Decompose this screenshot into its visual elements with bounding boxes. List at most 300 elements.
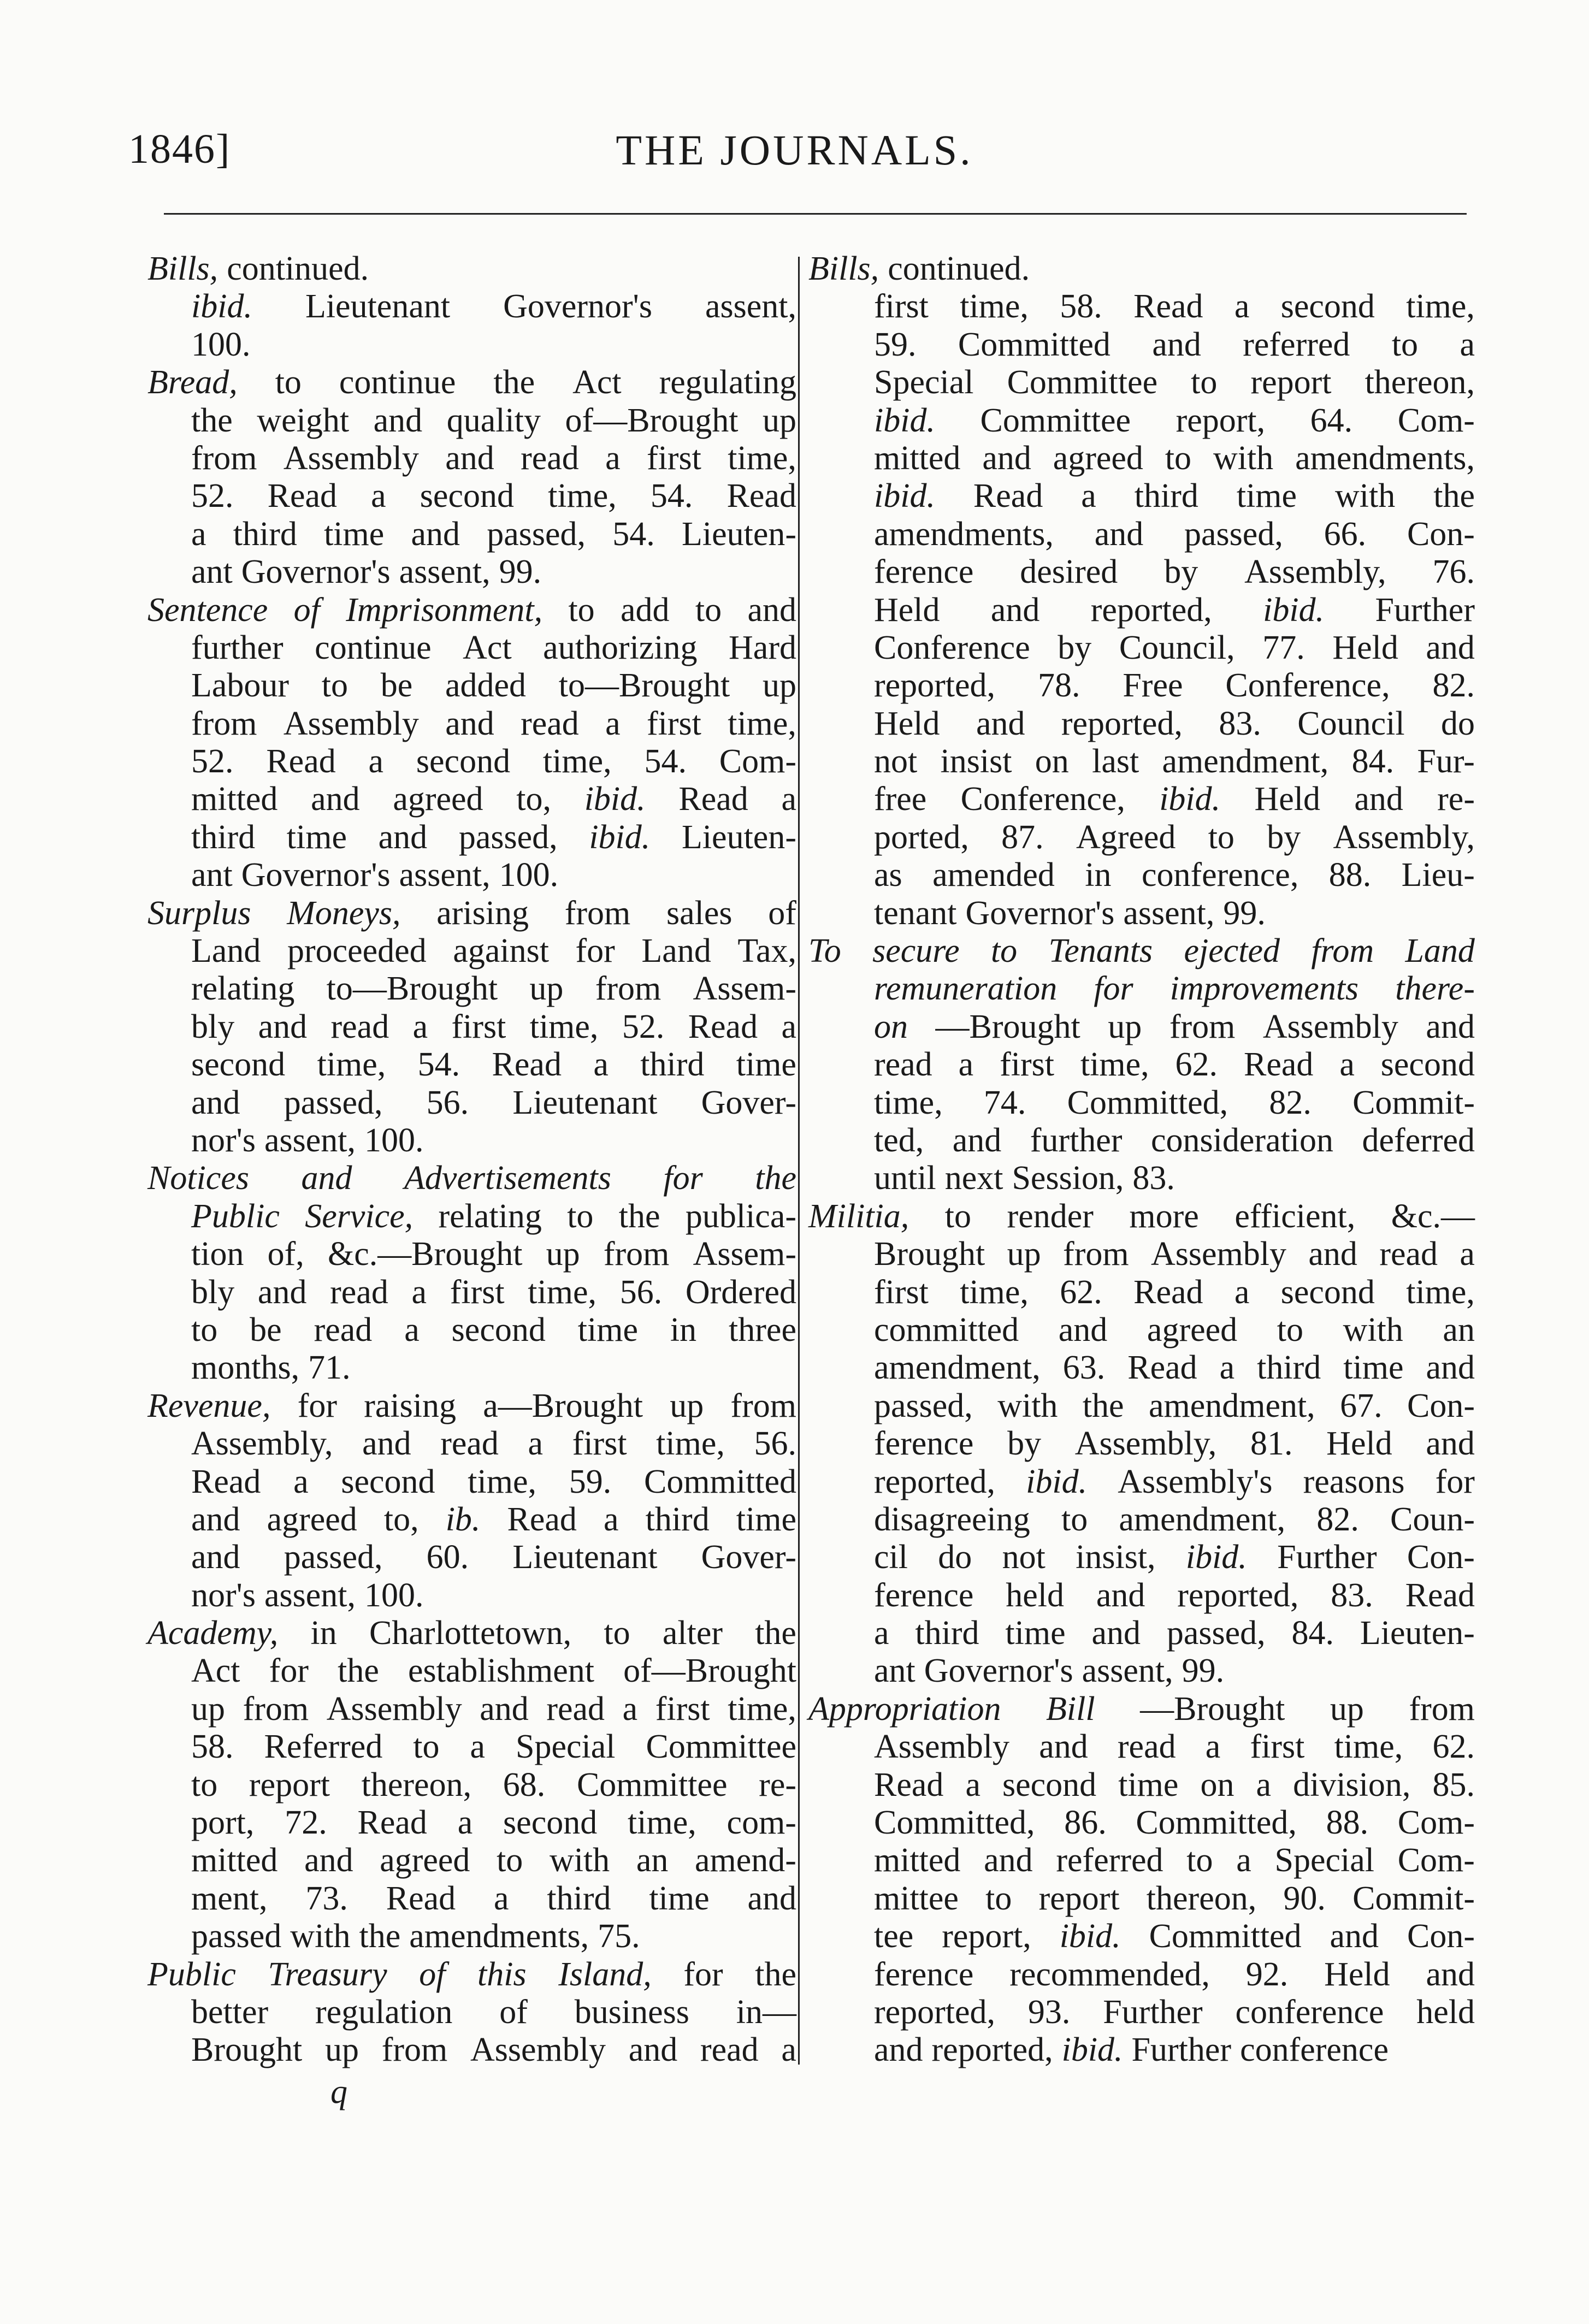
text-line xyxy=(808,1311,1475,1349)
word: first xyxy=(647,705,701,742)
word: and xyxy=(984,1842,1033,1879)
word: up xyxy=(1007,1235,1041,1273)
word: until xyxy=(874,1160,936,1197)
text-line xyxy=(147,1349,796,1387)
word: to xyxy=(275,364,302,401)
text-line xyxy=(147,1918,796,1955)
word: the xyxy=(755,1615,796,1652)
word: ference xyxy=(874,1576,974,1614)
word: up xyxy=(546,1235,580,1273)
word: Brought xyxy=(191,2031,303,2069)
text-line xyxy=(147,2031,796,2069)
word: a xyxy=(368,743,384,780)
word: report, xyxy=(1175,401,1266,439)
word: continued. xyxy=(888,250,1030,287)
word: nor's xyxy=(191,1576,256,1614)
word: read xyxy=(330,1273,388,1311)
word: to xyxy=(1061,1500,1088,1538)
word: and xyxy=(311,780,360,818)
word: third xyxy=(645,1500,710,1538)
text-line xyxy=(808,326,1475,364)
word: Held xyxy=(874,705,940,742)
word: Gover- xyxy=(701,1539,796,1576)
word: a xyxy=(781,2031,796,2069)
word: time, xyxy=(317,1046,386,1084)
text-line xyxy=(808,1615,1475,1652)
word: 93. xyxy=(1027,1993,1071,2031)
word: recommended, xyxy=(1009,1955,1210,1993)
word: and xyxy=(628,2031,678,2069)
word: thereon, xyxy=(1364,364,1475,401)
word: to xyxy=(985,1879,1012,1917)
word: ment, xyxy=(191,1879,268,1917)
word: and xyxy=(1039,1728,1088,1766)
word: of xyxy=(419,1955,446,1993)
word: time, xyxy=(960,288,1029,326)
word: second xyxy=(451,1311,546,1349)
text-line xyxy=(147,705,796,743)
word: Imprisonment, xyxy=(346,591,543,629)
word: time, xyxy=(529,1008,599,1045)
word: Com- xyxy=(719,743,796,780)
word: a xyxy=(1219,1349,1235,1387)
word: 99. xyxy=(1182,1652,1225,1690)
word: Assembly xyxy=(470,2031,606,2069)
word: amendment, xyxy=(1119,1500,1286,1538)
word: to xyxy=(567,1197,594,1235)
word: time, xyxy=(960,1273,1029,1311)
word: ibid. xyxy=(1263,591,1325,629)
word: Read xyxy=(678,780,748,818)
word: time, xyxy=(728,1690,796,1728)
word: ibid. xyxy=(874,401,935,439)
word: agreed xyxy=(1147,1311,1238,1349)
word: passed, xyxy=(874,1387,973,1424)
word: a xyxy=(1081,477,1096,515)
word: a xyxy=(1256,1766,1272,1803)
word: time, xyxy=(874,1084,943,1121)
word: and xyxy=(191,1084,240,1121)
word: ejected xyxy=(1184,932,1280,970)
word: and xyxy=(982,439,1031,477)
word: —Brought xyxy=(935,1008,1080,1045)
word: Governor's xyxy=(965,894,1115,932)
text-line xyxy=(808,1387,1475,1425)
word: insist, xyxy=(1076,1539,1156,1576)
text-line xyxy=(147,516,796,553)
word: reported, xyxy=(874,1463,996,1500)
word: and xyxy=(1308,1235,1357,1273)
word: 75. xyxy=(598,1918,640,1955)
word: to, xyxy=(516,780,551,818)
word: com- xyxy=(726,1804,796,1842)
word: 99. xyxy=(1223,894,1266,932)
word: Read xyxy=(267,477,338,515)
word: Com- xyxy=(1397,1804,1475,1842)
word: a xyxy=(605,439,621,477)
text-line xyxy=(147,1160,796,1197)
word: and xyxy=(1058,1311,1108,1349)
word: sales xyxy=(666,894,733,932)
word: 52. xyxy=(622,1008,665,1045)
word: 82. xyxy=(1432,667,1475,705)
word: with xyxy=(290,1918,351,1955)
word: passed, xyxy=(1184,515,1283,553)
word: Act xyxy=(572,364,622,401)
word: more xyxy=(1129,1197,1199,1235)
word: and xyxy=(411,515,460,553)
word: Charlottetown, xyxy=(369,1615,572,1652)
word: Committed xyxy=(1149,1918,1302,1955)
word: third xyxy=(191,818,256,856)
word: to xyxy=(1391,326,1419,363)
text-line xyxy=(808,819,1475,856)
word: reasons xyxy=(1303,1463,1405,1500)
word: assent, xyxy=(1123,894,1215,932)
word: ibid. xyxy=(1159,780,1221,818)
word: 82. xyxy=(1269,1084,1312,1121)
text-line xyxy=(147,629,796,667)
page-year: 1846] xyxy=(128,126,231,172)
word: Assembly, xyxy=(1333,818,1475,856)
word: 82. xyxy=(1316,1500,1359,1538)
word: not xyxy=(1002,1539,1045,1576)
text-line xyxy=(808,1235,1475,1273)
word: Read xyxy=(726,477,796,515)
word: regulation xyxy=(315,1993,453,2031)
word: Read xyxy=(1405,1576,1475,1614)
word: and xyxy=(1426,1425,1475,1463)
word: from xyxy=(243,1690,309,1728)
word: not xyxy=(874,743,918,780)
word: Read xyxy=(492,1046,562,1084)
word: by xyxy=(1267,818,1301,856)
word: 100. xyxy=(191,326,251,363)
text-line xyxy=(147,1501,796,1539)
word: from xyxy=(191,439,257,477)
word: report xyxy=(1038,1879,1120,1917)
word: —Brought xyxy=(1140,1690,1285,1728)
word: Land xyxy=(191,932,261,970)
word: first xyxy=(451,1008,506,1045)
word: read xyxy=(314,1311,373,1349)
word: 54. xyxy=(417,1046,460,1084)
word: and xyxy=(445,439,494,477)
word: amendments, xyxy=(1295,439,1475,477)
word: second xyxy=(1280,1273,1375,1311)
word: Committee xyxy=(1007,364,1158,401)
word: of xyxy=(768,894,796,932)
text-line xyxy=(808,1918,1475,1955)
word: reported, xyxy=(1090,591,1212,629)
word: Session, xyxy=(1012,1160,1124,1197)
word: assent, xyxy=(264,1121,356,1159)
word: to, xyxy=(383,1500,419,1538)
word: Revenue, xyxy=(147,1387,271,1424)
word: 77. xyxy=(1262,629,1305,666)
word: Con- xyxy=(1407,1918,1475,1955)
text-line xyxy=(147,1766,796,1804)
word: time xyxy=(736,1500,796,1538)
word: in— xyxy=(736,1993,796,2031)
word: Committee xyxy=(646,1728,796,1766)
word: 78. xyxy=(1037,667,1080,705)
word: added xyxy=(445,667,527,705)
word: referred xyxy=(1243,326,1350,363)
word: 100. xyxy=(364,1121,424,1159)
word: up xyxy=(1330,1690,1364,1728)
word: read xyxy=(546,1690,605,1728)
word: for xyxy=(297,1387,337,1424)
word: and xyxy=(373,401,423,439)
text-line xyxy=(147,1274,796,1311)
word: a xyxy=(1236,1842,1251,1879)
word: ibid. xyxy=(874,477,935,515)
word: 88. xyxy=(1326,1804,1369,1842)
word: to xyxy=(191,1766,218,1803)
word: Gover- xyxy=(701,1084,796,1121)
text-line xyxy=(808,2031,1475,2069)
word: a xyxy=(411,1273,427,1311)
word: Bill xyxy=(1046,1690,1095,1728)
word: from xyxy=(1063,1235,1129,1273)
text-line xyxy=(147,288,796,326)
word: Bills, xyxy=(147,250,218,287)
word: second xyxy=(1280,288,1375,326)
word: time xyxy=(286,818,347,856)
word: tion xyxy=(191,1235,244,1273)
word: Governor's xyxy=(503,288,652,326)
word: to xyxy=(1208,818,1234,856)
word: with xyxy=(997,1387,1058,1424)
word: consideration xyxy=(1150,1121,1333,1159)
word: up xyxy=(762,667,796,705)
word: 84. xyxy=(1291,1615,1334,1652)
word: secure xyxy=(872,932,960,970)
word: and xyxy=(191,1500,240,1538)
word: 87. xyxy=(1001,818,1044,856)
word: 81. xyxy=(1250,1425,1293,1463)
word: Con- xyxy=(1407,1539,1475,1576)
word: Read xyxy=(507,1500,577,1538)
text-line xyxy=(147,1690,796,1728)
text-line xyxy=(147,895,796,932)
word: 71. xyxy=(308,1349,351,1387)
word: Held xyxy=(1254,780,1320,818)
word: Read xyxy=(973,477,1043,515)
word: read xyxy=(521,705,579,742)
word: second xyxy=(420,477,514,515)
word: Bread, xyxy=(147,364,238,401)
text-line xyxy=(147,1084,796,1122)
text-line xyxy=(147,1728,796,1766)
page-header xyxy=(0,126,1589,191)
word: from xyxy=(1169,1008,1236,1045)
word: time xyxy=(324,515,385,553)
word: Conference, xyxy=(1225,667,1390,705)
word: and xyxy=(1096,1576,1145,1614)
word: time, xyxy=(468,1463,536,1500)
word: Com- xyxy=(1397,1842,1475,1879)
text-line xyxy=(808,1349,1475,1387)
text-line xyxy=(147,1387,796,1425)
word: 62. xyxy=(1060,1273,1102,1311)
word: Conference, xyxy=(960,780,1125,818)
word: Act xyxy=(463,629,512,666)
word: and xyxy=(304,1842,353,1879)
word: reported, xyxy=(874,1993,996,2031)
word: be xyxy=(250,1311,282,1349)
text-line xyxy=(147,1804,796,1842)
word: 56. xyxy=(426,1084,469,1121)
word: passed, xyxy=(458,818,558,856)
word: a xyxy=(1234,288,1250,326)
word: ibid. xyxy=(1061,2031,1123,2069)
text-line xyxy=(147,477,796,515)
word: for xyxy=(663,1160,703,1197)
word: and xyxy=(1426,1349,1475,1387)
word: Governor's xyxy=(924,1652,1073,1690)
text-line xyxy=(808,1652,1475,1690)
word: for xyxy=(1435,1463,1475,1500)
word: 60. xyxy=(426,1539,469,1576)
word: as xyxy=(874,856,902,894)
word: for xyxy=(575,932,615,970)
word: 58. xyxy=(1060,288,1102,326)
word: and xyxy=(362,1425,411,1463)
word: from xyxy=(595,970,661,1008)
text-line xyxy=(147,250,796,288)
word: of—Brought xyxy=(623,1652,796,1690)
word: Free xyxy=(1123,667,1183,705)
word: 88. xyxy=(1328,856,1372,894)
word: ant xyxy=(191,553,233,591)
word: raising xyxy=(364,1387,456,1424)
word: 54. xyxy=(612,515,655,553)
text-line xyxy=(808,477,1475,515)
word: the xyxy=(1433,477,1475,515)
word: first xyxy=(647,439,701,477)
word: 63. xyxy=(1062,1349,1106,1387)
word: Lieutenant xyxy=(512,1084,658,1121)
word: with xyxy=(1343,1311,1403,1349)
word: a xyxy=(528,1425,544,1463)
text-line xyxy=(147,1463,796,1501)
word: time xyxy=(1236,477,1297,515)
word: Fur- xyxy=(1417,743,1475,780)
word: a xyxy=(371,477,386,515)
word: of—Brought xyxy=(565,401,739,439)
word: Con- xyxy=(1407,1387,1475,1424)
word: in xyxy=(670,1311,697,1349)
word: alter xyxy=(662,1615,723,1652)
word: relating xyxy=(191,970,295,1008)
word: Lieuten- xyxy=(1360,1615,1475,1652)
word: a xyxy=(874,1615,889,1652)
word: from xyxy=(564,894,631,932)
word: Militia, xyxy=(808,1197,909,1235)
word: 85. xyxy=(1432,1766,1475,1803)
word: a xyxy=(958,1046,974,1084)
text-line xyxy=(808,1804,1475,1842)
word: of, xyxy=(267,1235,304,1273)
word: arising xyxy=(436,894,529,932)
word: and xyxy=(990,591,1040,629)
word: 92. xyxy=(1245,1955,1289,1993)
word: 72. xyxy=(285,1804,327,1842)
word: first xyxy=(874,1273,929,1311)
word: from xyxy=(1409,1690,1475,1728)
text-line xyxy=(147,1842,796,1879)
word: passed xyxy=(191,1918,282,1955)
word: time, xyxy=(728,439,796,477)
word: to xyxy=(191,1311,218,1349)
word: mitted xyxy=(874,1842,961,1879)
word: from xyxy=(730,1387,796,1424)
word: ant xyxy=(874,1652,915,1690)
word: Assembly xyxy=(1150,1235,1286,1273)
word: mitted xyxy=(191,780,278,818)
word: amend- xyxy=(695,1842,796,1879)
text-line xyxy=(808,1008,1475,1046)
word: Tenants xyxy=(1048,932,1153,970)
word: 62. xyxy=(1175,1046,1218,1084)
word: thereon, xyxy=(1146,1879,1257,1917)
word: the xyxy=(359,1918,401,1955)
word: there- xyxy=(1395,970,1475,1008)
word: Council xyxy=(1297,705,1405,742)
header-rule-right xyxy=(803,213,1467,215)
word: Assembly xyxy=(283,439,419,477)
word: a xyxy=(965,1766,980,1803)
word: ference xyxy=(874,553,974,591)
word: Academy, xyxy=(147,1615,279,1652)
word: last xyxy=(1092,743,1139,780)
word: to xyxy=(990,932,1018,970)
word: the xyxy=(493,364,535,401)
word: an xyxy=(1443,1311,1475,1349)
word: up xyxy=(529,970,564,1008)
word: Act xyxy=(191,1652,240,1690)
word: Read xyxy=(386,1879,456,1917)
word: third xyxy=(1257,1349,1321,1387)
word: to xyxy=(1191,364,1218,401)
word: Read xyxy=(1133,1273,1203,1311)
word: time xyxy=(1005,1615,1066,1652)
word: do xyxy=(1440,705,1475,742)
text-line xyxy=(808,364,1475,401)
word: second xyxy=(416,743,511,780)
word: a xyxy=(1234,1273,1250,1311)
word: and xyxy=(1426,1008,1475,1045)
word: Governor's xyxy=(241,553,391,591)
word: ference xyxy=(874,1955,974,1993)
word: ference xyxy=(874,1425,974,1463)
word: Held xyxy=(1324,1955,1390,1993)
text-line xyxy=(808,970,1475,1008)
word: and xyxy=(1091,1615,1141,1652)
word: reported, xyxy=(874,667,996,705)
text-line xyxy=(147,970,796,1008)
word: and xyxy=(747,1879,796,1917)
word: time, xyxy=(1080,1046,1149,1084)
text-line xyxy=(147,592,796,629)
text-line xyxy=(808,1994,1475,2031)
word: from xyxy=(381,2031,448,2069)
word: efficient, xyxy=(1234,1197,1356,1235)
word: 56. xyxy=(619,1273,663,1311)
word: from xyxy=(191,705,257,742)
